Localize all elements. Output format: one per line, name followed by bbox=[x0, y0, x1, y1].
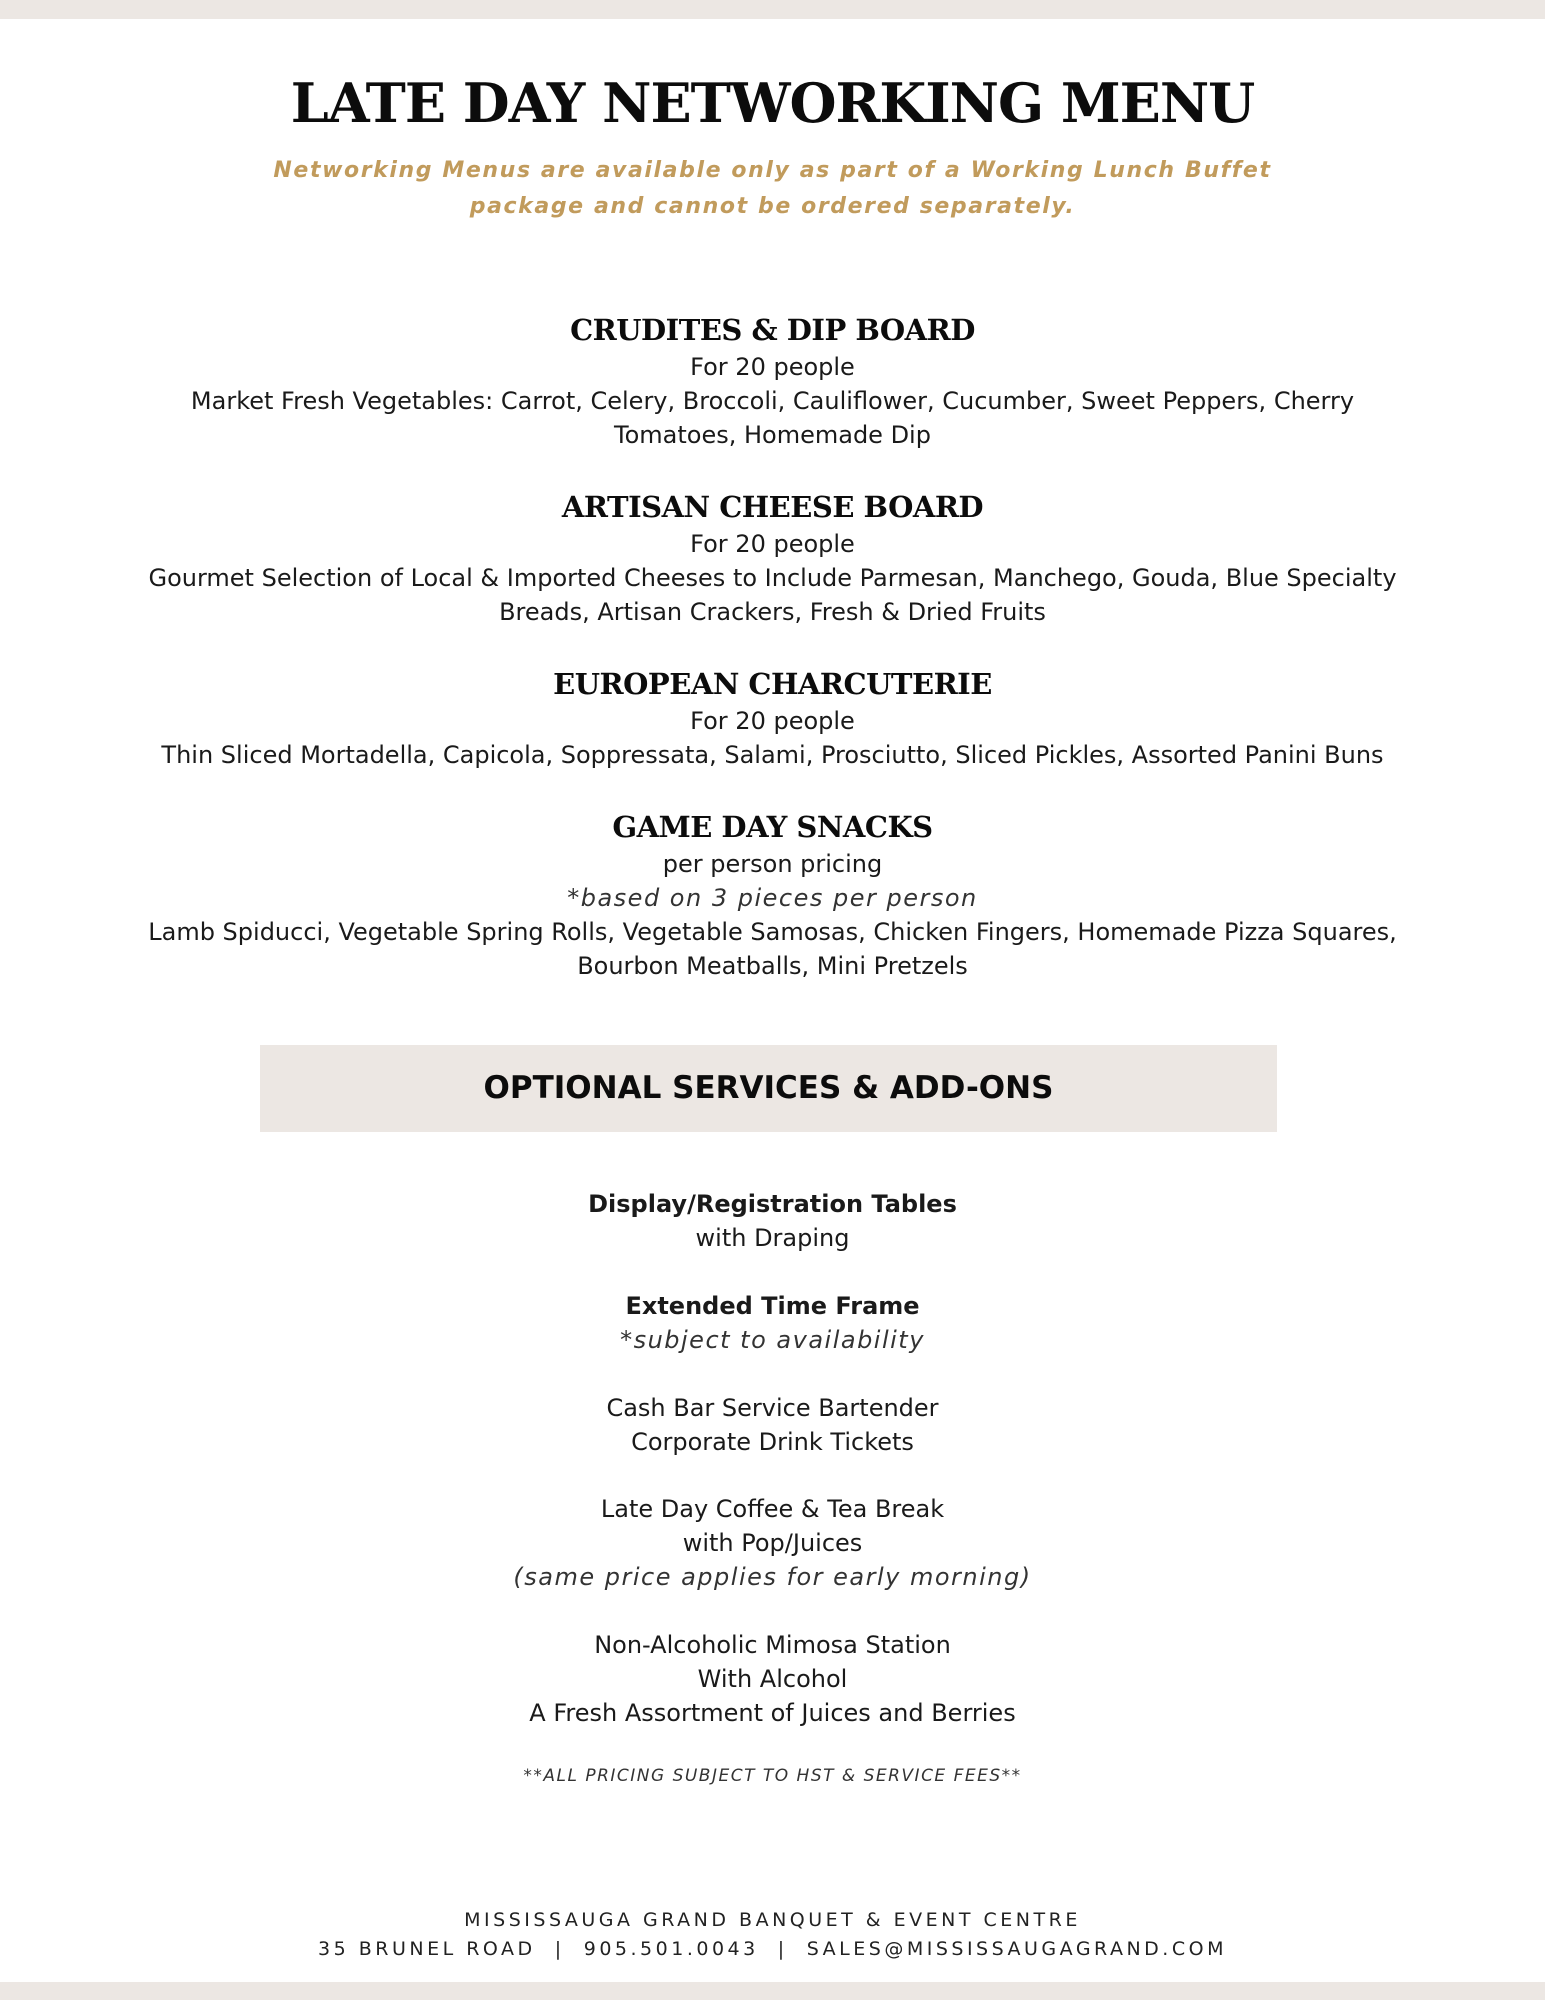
addon-line: Corporate Drink Tickets bbox=[631, 1428, 914, 1456]
availability-note: *subject to availability bbox=[620, 1326, 925, 1354]
addon-bar-service bbox=[0, 1391, 1545, 1459]
description-line: Gourmet Selection of Local & Imported Cheeses to Include Parmesan, Manchego, Gouda, Blue Specialty bbox=[148, 564, 1397, 592]
venue-name: MISSISSAUGA GRAND BANQUET & EVENT CENTRE bbox=[464, 1909, 1081, 1931]
description-line: Tomatoes, Homemade Dip bbox=[614, 421, 931, 449]
addon-line: Non-Alcoholic Mimosa Station bbox=[594, 1631, 951, 1659]
addon-title: Display/Registration Tables bbox=[588, 1190, 957, 1218]
section-heading: GAME DAY SNACKS bbox=[612, 810, 933, 844]
serving-size: For 20 people bbox=[690, 530, 855, 558]
subtitle-line-1: Networking Menus are available only as part of a Working Lunch Buffet bbox=[273, 158, 1272, 183]
section-heading: CRUDITES & DIP BOARD bbox=[570, 313, 975, 347]
footer bbox=[0, 1906, 1545, 1964]
addon-extended-time bbox=[0, 1289, 1545, 1357]
description-line: Thin Sliced Mortadella, Capicola, Soppressata, Salami, Prosciutto, Sliced Pickles, Assorted Panini Buns bbox=[161, 741, 1384, 769]
addon-line: Cash Bar Service Bartender bbox=[606, 1394, 939, 1422]
addon-line: With Alcohol bbox=[697, 1665, 848, 1693]
addon-detail: with Draping bbox=[695, 1224, 850, 1252]
addon-display-tables bbox=[0, 1187, 1545, 1255]
serving-size: For 20 people bbox=[690, 707, 855, 735]
addon-title: Extended Time Frame bbox=[625, 1292, 920, 1320]
pieces-note: *based on 3 pieces per person bbox=[567, 884, 978, 912]
venue-contact: 35 BRUNEL ROAD | 905.501.0043 | SALES@MISSISSAUGAGRAND.COM bbox=[318, 1938, 1227, 1960]
description-line: Bourbon Meatballs, Mini Pretzels bbox=[577, 952, 968, 980]
addon-mimosa-station bbox=[0, 1628, 1545, 1730]
addon-coffee-break bbox=[0, 1492, 1545, 1594]
addons-banner: OPTIONAL SERVICES & ADD-ONS bbox=[260, 1045, 1277, 1132]
section-heading: EUROPEAN CHARCUTERIE bbox=[553, 667, 992, 701]
section-charcuterie bbox=[0, 664, 1545, 772]
section-cheese bbox=[0, 487, 1545, 629]
early-morning-note: (same price applies for early morning) bbox=[513, 1563, 1032, 1591]
description-line: Lamb Spiducci, Vegetable Spring Rolls, Vegetable Samosas, Chicken Fingers, Homemade Pizza Squares, bbox=[148, 918, 1397, 946]
addon-line: with Pop/Juices bbox=[682, 1529, 863, 1557]
section-game-day-snacks bbox=[0, 807, 1545, 983]
addon-line: Late Day Coffee & Tea Break bbox=[600, 1495, 945, 1523]
section-crudites bbox=[0, 310, 1545, 452]
serving-size: For 20 people bbox=[690, 353, 855, 381]
description-line: Breads, Artisan Crackers, Fresh & Dried Fruits bbox=[499, 598, 1046, 626]
subtitle bbox=[0, 153, 1545, 225]
section-heading: ARTISAN CHEESE BOARD bbox=[561, 490, 984, 524]
subtitle-line-2: package and cannot be ordered separately. bbox=[469, 194, 1076, 219]
page-title: LATE DAY NETWORKING MENU bbox=[290, 71, 1255, 135]
serving-size: per person pricing bbox=[662, 850, 883, 878]
top-band bbox=[0, 0, 1545, 19]
description-line: Market Fresh Vegetables: Carrot, Celery, Broccoli, Cauliflower, Cucumber, Sweet Peppers, Cherry bbox=[190, 387, 1355, 415]
addon-line: A Fresh Assortment of Juices and Berries bbox=[529, 1699, 1016, 1727]
bottom-band bbox=[0, 1982, 1545, 2000]
fees-note: **ALL PRICING SUBJECT TO HST & SERVICE FEES** bbox=[523, 1766, 1022, 1786]
